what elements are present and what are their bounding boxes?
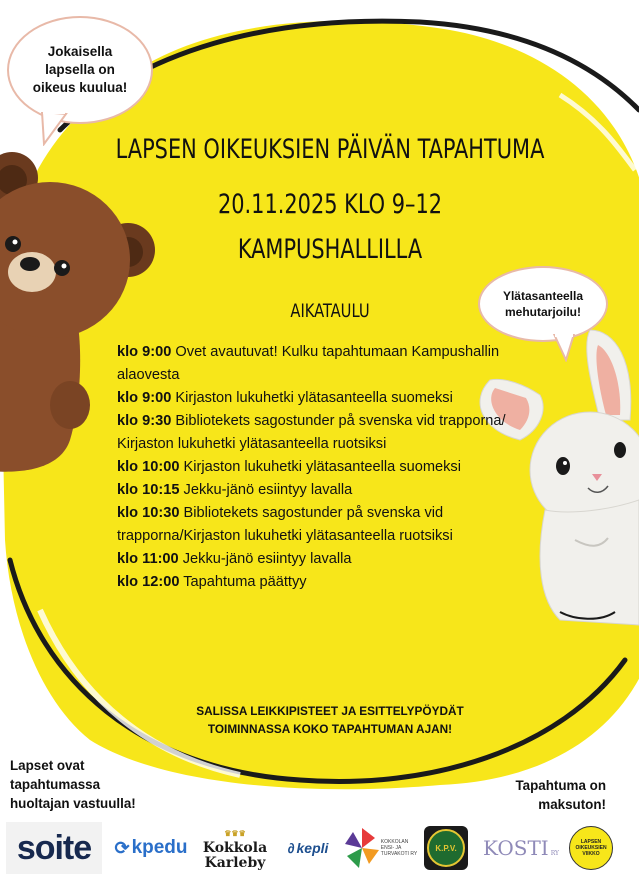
title-line-1: LAPSEN OIKEUKSIEN PÄIVÄN TAPAHTUMA [115, 134, 545, 165]
schedule-item [117, 502, 557, 548]
soite-logo-text: soite [16, 828, 92, 867]
schedule-item [117, 410, 557, 456]
schedule-time: klo 10:30 [117, 505, 180, 521]
schedule-item [117, 548, 557, 571]
kpedu-swirl-icon: ⟳ [114, 837, 130, 858]
schedule-item [117, 456, 557, 479]
badge-line: VIIKKO [582, 851, 600, 857]
schedule-time: klo 11:00 [117, 551, 179, 567]
schedule-text: Jekku-jänö esiintyy lavalla [183, 482, 353, 498]
soite-logo [6, 822, 102, 874]
schedule-text: Kirjaston lukuhetki ylätasanteella suomeksi [175, 390, 453, 406]
footer-right-note [515, 776, 606, 814]
speech-bubble-left-tail [38, 112, 68, 146]
crown-icon: ♛♛♛ [224, 827, 246, 838]
kokkola-logo-line: Karleby [204, 854, 266, 871]
schedule-item [117, 479, 557, 502]
ensi-logo-line: KOKKOLAN [380, 839, 409, 845]
kokkola-logo [200, 822, 270, 874]
kokkola-logo-line: Kokkola [202, 839, 268, 856]
speech-bubble-left [7, 16, 153, 124]
footer-left-note [10, 756, 136, 813]
ensi-logo-line: ENSI- JA [380, 845, 402, 851]
schedule-time: klo 10:15 [117, 482, 180, 498]
footer-left-line: huoltajan vastuulla! [10, 796, 136, 811]
schedule-item [117, 341, 557, 387]
schedule-text: Ovet avautuvat! Kulku tapahtumaan Kampushallin alaovesta [117, 344, 500, 383]
notice-line-2: TOIMINNASSA KOKO TAPAHTUMAN AJAN! [207, 722, 453, 736]
speech-bubble-right [478, 266, 608, 342]
schedule-time: klo 10:00 [117, 459, 180, 475]
schedule-time: klo 12:00 [117, 574, 180, 590]
schedule-item [117, 387, 557, 410]
bubble-left-text: Jokaisella lapsella on oikeus kuulua! [32, 44, 128, 95]
kpv-logo-text: K.P.V. [435, 843, 457, 853]
schedule-text: Kirjaston lukuhetki ylätasanteella suomeksi [183, 459, 461, 475]
schedule-time: klo 9:30 [117, 413, 172, 429]
kepli-logo-text: kepli [296, 840, 329, 856]
badge-line: OIKEUKSIEN [575, 845, 607, 851]
kosti-logo-suffix: RY [550, 849, 560, 857]
kosti-logo [478, 822, 564, 874]
kpv-logo [424, 822, 468, 874]
badge-line: LAPSEN [580, 839, 602, 845]
kepli-swoosh-icon: ∂ [287, 840, 295, 856]
schedule-list [117, 341, 557, 594]
notice [120, 702, 540, 738]
kpedu-logo-text: kpedu [131, 837, 188, 858]
kepli-logo [280, 822, 336, 874]
title-line-3: KAMPUSHALLILLA [237, 234, 423, 265]
schedule-time: klo 9:00 [117, 390, 172, 406]
footer-left-line: Lapset ovat [10, 758, 85, 773]
schedule-text: Tapahtuma päättyy [183, 574, 307, 590]
schedule-text: Jekku-jänö esiintyy lavalla [182, 551, 352, 567]
footer-right-line: Tapahtuma on [515, 778, 606, 793]
title-line-2: 20.11.2025 KLO 9–12 [217, 189, 443, 220]
bubble-right-text: Ylätasanteella mehutarjoilu! [502, 289, 584, 319]
schedule-time: klo 9:00 [117, 344, 172, 360]
ensi-logo-line: TURVAKOTI RY [380, 851, 418, 857]
schedule-text: Bibliotekets sagostunder på svenska vid trapporna/Kirjaston lukuhetki ylätasanteella ruotsiksi [117, 505, 453, 544]
lapsen-oikeuksien-viikko-badge [569, 822, 613, 874]
schedule-heading: AIKATAULU [290, 300, 370, 322]
footer-left-line: tapahtumassa [10, 777, 101, 792]
notice-line-1: SALISSA LEIKKIPISTEET JA ESITTELYPÖYDÄT [196, 704, 464, 718]
pinwheel-icon [345, 828, 379, 868]
kosti-logo-text: KOSTI [482, 836, 549, 860]
ensi-ja-turvakoti-logo [342, 822, 420, 874]
footer-right-line: maksuton! [538, 797, 606, 812]
kpedu-logo [106, 822, 196, 874]
schedule-text: Bibliotekets sagostunder på svenska vid trapporna/ Kirjaston lukuhetki ylätasanteella ruotsiksi [117, 413, 506, 452]
schedule-item [117, 571, 557, 594]
